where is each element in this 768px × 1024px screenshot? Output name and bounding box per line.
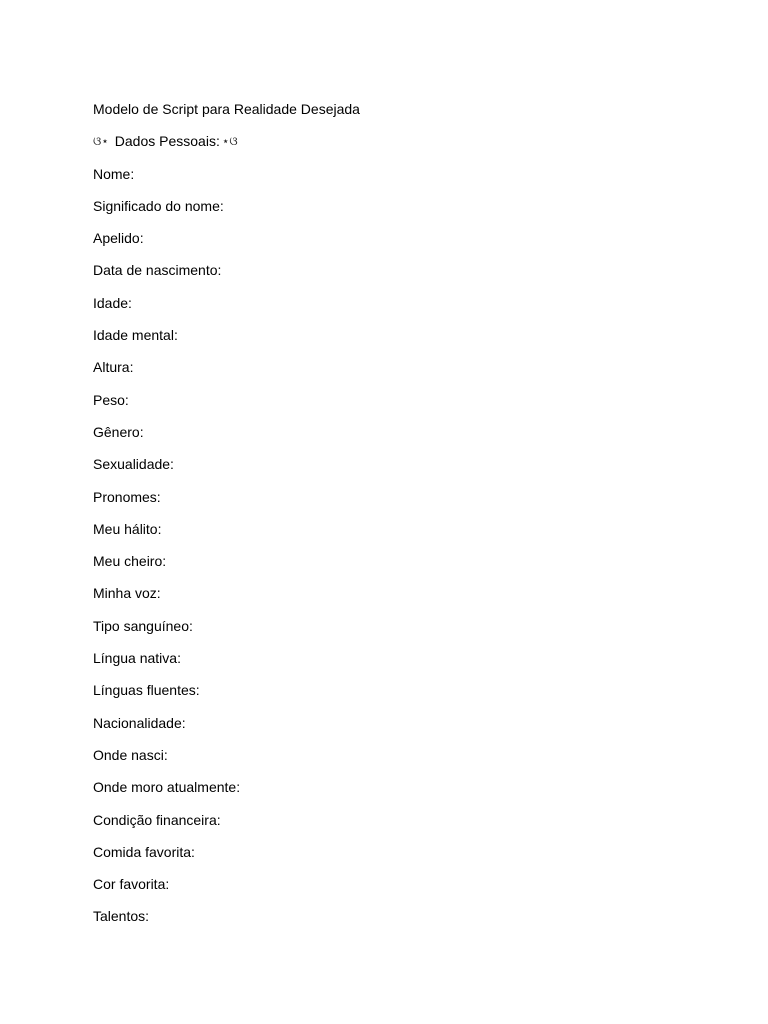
field-label: Minha voz: bbox=[93, 585, 161, 602]
field-label: Meu cheiro: bbox=[93, 553, 167, 570]
field-label: Onde moro atualmente: bbox=[93, 779, 241, 796]
field-label: Nome: bbox=[93, 165, 135, 182]
section-heading-label: Dados Pessoais: bbox=[114, 133, 220, 150]
field-label: Onde nasci: bbox=[93, 746, 168, 763]
field-label: Língua nativa: bbox=[93, 650, 181, 667]
field-label: Línguas fluentes: bbox=[93, 682, 200, 699]
field-label: Pronomes: bbox=[93, 488, 161, 505]
document-content bbox=[93, 100, 693, 940]
decorative-star-ornament-icon: ଓ⋆ bbox=[93, 134, 109, 149]
field-label: Data de nascimento: bbox=[93, 262, 222, 279]
field-label: Nacionalidade: bbox=[93, 714, 186, 731]
field-list bbox=[93, 165, 693, 926]
document-title: Modelo de Script para Realidade Desejada bbox=[93, 101, 360, 117]
field-label: Altura: bbox=[93, 359, 134, 376]
field-label: Idade mental: bbox=[93, 327, 178, 344]
section-heading bbox=[93, 132, 693, 150]
field-label: Cor favorita: bbox=[93, 876, 170, 893]
field-label: Meu hálito: bbox=[93, 520, 162, 537]
field-label: Apelido: bbox=[93, 230, 144, 247]
field-label: Idade: bbox=[93, 294, 132, 311]
field-label: Talentos: bbox=[93, 908, 150, 925]
field-label: Tipo sanguíneo: bbox=[93, 617, 193, 634]
field-label: Significado do nome: bbox=[93, 197, 224, 214]
field-label: Gênero: bbox=[93, 423, 144, 440]
decorative-star-ornament-icon: ⋆ଓ bbox=[221, 134, 238, 149]
field-label: Comida favorita: bbox=[93, 843, 195, 860]
field-label: Condição financeira: bbox=[93, 811, 221, 828]
field-label: Peso: bbox=[93, 391, 129, 408]
field-label: Sexualidade: bbox=[93, 456, 174, 473]
